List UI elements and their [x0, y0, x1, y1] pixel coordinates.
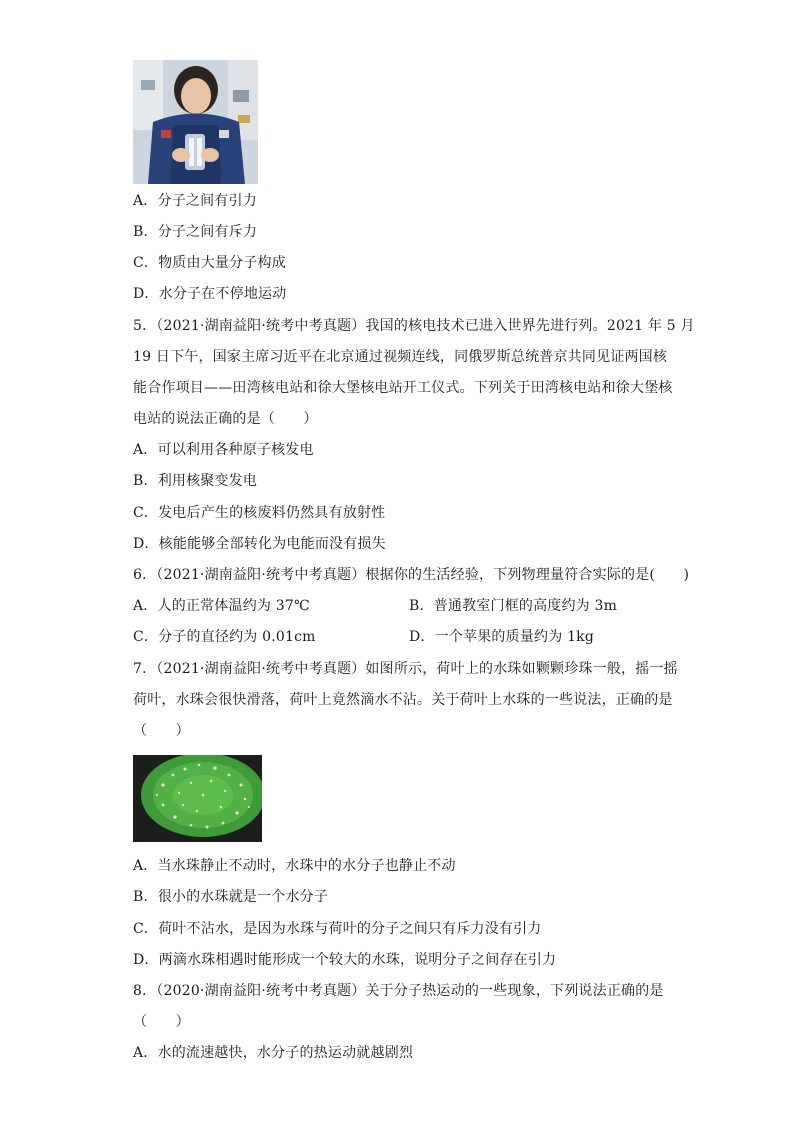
- lotus-leaf-photo: [133, 755, 262, 842]
- q7-stem-line-3: （ ）: [133, 723, 190, 739]
- q7-stem-line-1: 7．（2021·湖南益阳·统考中考真题）如图所示，荷叶上的水珠如颗颗珍珠一般，摇一摇: [133, 661, 678, 677]
- q4-option-d: D．水分子在不停地运动: [133, 286, 287, 302]
- q5-stem-line-4: 电站的说法正确的是（ ）: [133, 411, 318, 427]
- q8-stem-line-1: 8．（2020·湖南益阳·统考中考真题）关于分子热运动的一些现象，下列说法正确的是: [133, 983, 664, 999]
- q8-stem-line-2: （ ）: [133, 1014, 190, 1030]
- q7-option-a: A．当水珠静止不动时，水珠中的水分子也静止不动: [133, 858, 456, 874]
- q6-stem: 6．（2021·湖南益阳·统考中考真题）根据你的生活经验，下列物理量符合实际的是( ): [133, 567, 690, 583]
- q5-stem-line-2: 19 日下午，国家主席习近平在北京通过视频连线，同俄罗斯总统普京共同见证两国核: [133, 349, 668, 365]
- astronaut-photo: [133, 60, 258, 184]
- q5-option-c: C．发电后产生的核废料仍然具有放射性: [133, 505, 386, 521]
- lotus-leaf-illustration: [133, 755, 262, 842]
- q4-option-b: B．分子之间有斥力: [133, 224, 258, 240]
- q6-option-c: C．分子的直径约为 0.01cm: [133, 629, 316, 645]
- q5-option-b: B．利用核聚变发电: [133, 473, 258, 489]
- q7-option-d: D．两滴水珠相遇时能形成一个较大的水珠，说明分子之间存在引力: [133, 952, 557, 968]
- q5-option-d: D．核能能够全部转化为电能而没有损失: [133, 536, 386, 552]
- q4-option-a: A．分子之间有引力: [133, 193, 257, 209]
- q5-stem-line-1: 5．（2021·湖南益阳·统考中考真题）我国的核电技术已进入世界先进行列。2021 年 5 月: [133, 318, 695, 334]
- q6-option-a: A．人的正常体温约为 37℃: [133, 598, 310, 614]
- q6-option-d: D．一个苹果的质量约为 1kg: [409, 629, 595, 645]
- q4-option-c: C．物质由大量分子构成: [133, 255, 286, 271]
- q7-option-b: B．很小的水珠就是一个水分子: [133, 889, 329, 905]
- q7-stem-line-2: 荷叶，水珠会很快滑落，荷叶上竟然滴水不沾。关于荷叶上水珠的一些说法，正确的是: [133, 692, 673, 708]
- q5-stem-line-3: 能合作项目——田湾核电站和徐大堡核电站开工仪式。下列关于田湾核电站和徐大堡核: [133, 380, 673, 396]
- astronaut-illustration: [133, 60, 258, 184]
- q7-option-c: C．荷叶不沾水，是因为水珠与荷叶的分子之间只有斥力没有引力: [133, 921, 542, 937]
- q5-option-a: A．可以利用各种原子核发电: [133, 442, 314, 458]
- q8-option-a: A．水的流速越快，水分子的热运动就越剧烈: [133, 1045, 414, 1061]
- q6-option-b: B．普通教室门框的高度约为 3m: [409, 598, 618, 614]
